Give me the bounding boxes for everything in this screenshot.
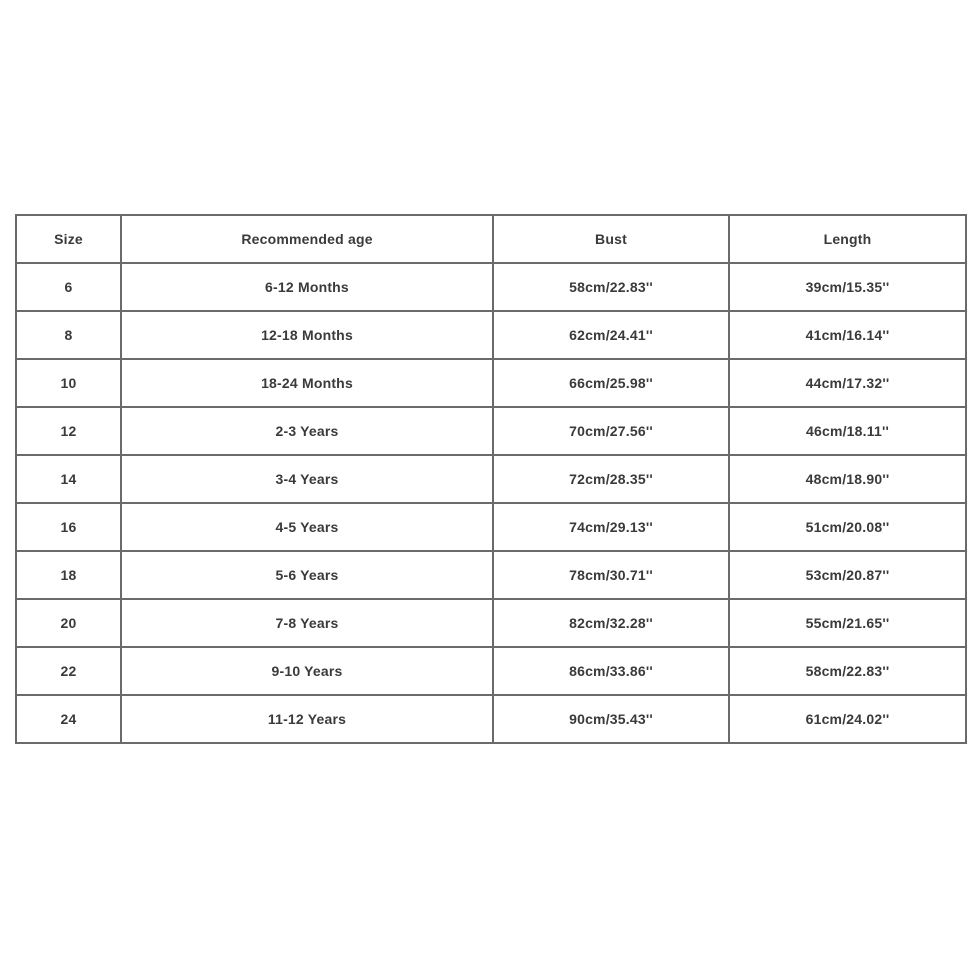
table-row xyxy=(16,503,966,551)
cell-bust: 78cm/30.71'' xyxy=(493,551,729,599)
cell-recommended-age: 18-24 Months xyxy=(121,359,493,407)
cell-bust: 62cm/24.41'' xyxy=(493,311,729,359)
cell-recommended-age: 6-12 Months xyxy=(121,263,493,311)
table-row xyxy=(16,359,966,407)
cell-bust: 86cm/33.86'' xyxy=(493,647,729,695)
cell-size: 8 xyxy=(16,311,121,359)
cell-recommended-age: 5-6 Years xyxy=(121,551,493,599)
cell-recommended-age: 12-18 Months xyxy=(121,311,493,359)
table-row xyxy=(16,599,966,647)
cell-recommended-age: 3-4 Years xyxy=(121,455,493,503)
cell-length: 58cm/22.83'' xyxy=(729,647,966,695)
cell-recommended-age: 4-5 Years xyxy=(121,503,493,551)
cell-size: 20 xyxy=(16,599,121,647)
cell-bust: 58cm/22.83'' xyxy=(493,263,729,311)
header-bust: Bust xyxy=(493,215,729,263)
cell-bust: 82cm/32.28'' xyxy=(493,599,729,647)
cell-length: 55cm/21.65'' xyxy=(729,599,966,647)
cell-size: 18 xyxy=(16,551,121,599)
cell-size: 12 xyxy=(16,407,121,455)
cell-bust: 72cm/28.35'' xyxy=(493,455,729,503)
table-row xyxy=(16,695,966,743)
header-size: Size xyxy=(16,215,121,263)
size-chart-table xyxy=(15,214,967,744)
header-row xyxy=(16,215,966,263)
table-row xyxy=(16,311,966,359)
cell-size: 16 xyxy=(16,503,121,551)
cell-size: 14 xyxy=(16,455,121,503)
cell-length: 48cm/18.90'' xyxy=(729,455,966,503)
table-header xyxy=(16,215,966,263)
table-row xyxy=(16,455,966,503)
cell-size: 10 xyxy=(16,359,121,407)
table-row xyxy=(16,263,966,311)
table-row xyxy=(16,647,966,695)
table-row xyxy=(16,551,966,599)
cell-length: 51cm/20.08'' xyxy=(729,503,966,551)
cell-length: 46cm/18.11'' xyxy=(729,407,966,455)
cell-recommended-age: 11-12 Years xyxy=(121,695,493,743)
cell-bust: 74cm/29.13'' xyxy=(493,503,729,551)
cell-length: 41cm/16.14'' xyxy=(729,311,966,359)
cell-recommended-age: 2-3 Years xyxy=(121,407,493,455)
cell-bust: 70cm/27.56'' xyxy=(493,407,729,455)
header-length: Length xyxy=(729,215,966,263)
cell-recommended-age: 7-8 Years xyxy=(121,599,493,647)
table-row xyxy=(16,407,966,455)
cell-bust: 66cm/25.98'' xyxy=(493,359,729,407)
table-body xyxy=(16,263,966,743)
header-recommended-age: Recommended age xyxy=(121,215,493,263)
cell-size: 24 xyxy=(16,695,121,743)
cell-length: 39cm/15.35'' xyxy=(729,263,966,311)
cell-bust: 90cm/35.43'' xyxy=(493,695,729,743)
cell-recommended-age: 9-10 Years xyxy=(121,647,493,695)
cell-length: 61cm/24.02'' xyxy=(729,695,966,743)
cell-size: 22 xyxy=(16,647,121,695)
cell-size: 6 xyxy=(16,263,121,311)
cell-length: 53cm/20.87'' xyxy=(729,551,966,599)
cell-length: 44cm/17.32'' xyxy=(729,359,966,407)
